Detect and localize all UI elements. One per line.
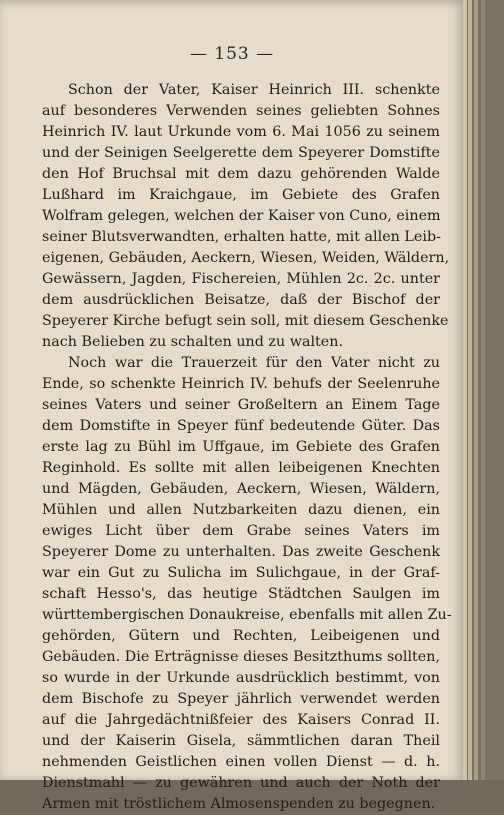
text-line: und der Kaiserin Gisela, sämmtlichen daran Theil (42, 733, 440, 749)
text-line: Armen mit tröstlichem Almosenspenden zu begegnen. (42, 796, 436, 812)
text-line: dem Domstifte in Speyer fünf bedeutende Güter. Das (42, 418, 440, 434)
text-line: eigenen, Gebäuden, Aeckern, Wiesen, Weiden, Wäldern, (42, 250, 450, 266)
page-edge (474, 0, 478, 780)
page-edge (490, 0, 494, 780)
text-line: erste lag zu Bühl im Uffgaue, im Gebiete des Grafen (42, 439, 440, 455)
text-line: württembergischen Donaukreise, ebenfalls mit allen Zu- (42, 607, 452, 623)
text-line: schaft Hesso's, das heutige Städtchen Saulgen im (42, 586, 440, 602)
text-line: so wurde in der Urkunde ausdrücklich bestimmt, von (42, 670, 440, 686)
text-line: und Mägden, Gebäuden, Aeckern, Wiesen, Wäldern, (42, 481, 440, 497)
text-line: Dienstmahl — zu gewähren und auch der Noth der (42, 775, 440, 791)
page-edge (481, 0, 485, 780)
text-line: Ende, so schenkte Heinrich IV. behufs der Seelenruhe (42, 376, 440, 392)
page-edge (468, 0, 472, 780)
text-line: nehmenden Geistlichen einen vollen Dienst — d. h. (42, 754, 440, 770)
text-line: ewiges Licht über dem Grabe seines Vaters im (42, 523, 440, 539)
text-line: Speyerer Dome zu unterhalten. Das zweite Geschenk (42, 544, 440, 560)
text-line: war ein Gut zu Sulicha im Sulichgaue, in der Graf- (42, 565, 440, 581)
text-line: seines Vaters und seiner Großeltern an Einem Tage (42, 397, 440, 413)
text-line: Wolfram gelegen, welchen der Kaiser von Cuno, einem (42, 208, 441, 224)
body-text (42, 80, 452, 815)
text-line: nach Belieben zu schalten und zu walten. (42, 334, 344, 350)
text-line: auf die Jahrgedächtnißfeier des Kaisers Conrad II. (42, 712, 440, 728)
text-line: und der Seinigen Seelgerette dem Speyerer Domstifte (42, 145, 440, 161)
text-line: gehörden, Gütern und Rechten, Leibeigenen und (42, 628, 440, 644)
text-line: seiner Blutsverwandten, erhalten hatte, mit allen Leib- (42, 229, 441, 245)
text-line: auf besonderes Verwenden seines geliebten Sohnes (42, 103, 440, 119)
text-line: Schon der Vater, Kaiser Heinrich III. schenkte (68, 82, 440, 98)
text-line: Heinrich IV. laut Urkunde vom 6. Mai 1056 zu seinem (42, 124, 440, 140)
text-line: Gebäuden. Die Erträgnisse dieses Besitzthums sollten, (42, 649, 440, 665)
paragraph (42, 353, 452, 815)
text-line: Speyerer Kirche befugt sein soll, mit diesem Geschenke (42, 313, 449, 329)
text-line: Noch war die Trauerzeit für den Vater nicht zu (68, 355, 440, 371)
text-line: Lußhard im Kraichgaue, im Gebiete des Grafen (42, 187, 440, 203)
text-line: dem Bischofe zu Speyer jährlich verwendet werden (42, 691, 440, 707)
paragraph (42, 80, 450, 353)
page-number: — 153 — (189, 44, 275, 64)
page-edge (463, 0, 467, 780)
text-line: Reginhold. Es sollte mit allen leibeigenen Knechten (42, 460, 440, 476)
text-line: den Hof Bruchsal mit dem dazu gehörenden Walde (42, 166, 440, 182)
text-line: Mühlen und allen Nutzbarkeiten dazu dienen, ein (42, 502, 440, 518)
text-line: Gewässern, Jagden, Fischereien, Mühlen 2c. 2c. unter (42, 271, 440, 287)
text-line: dem ausdrücklichen Beisatze, daß der Bischof der (42, 292, 440, 308)
